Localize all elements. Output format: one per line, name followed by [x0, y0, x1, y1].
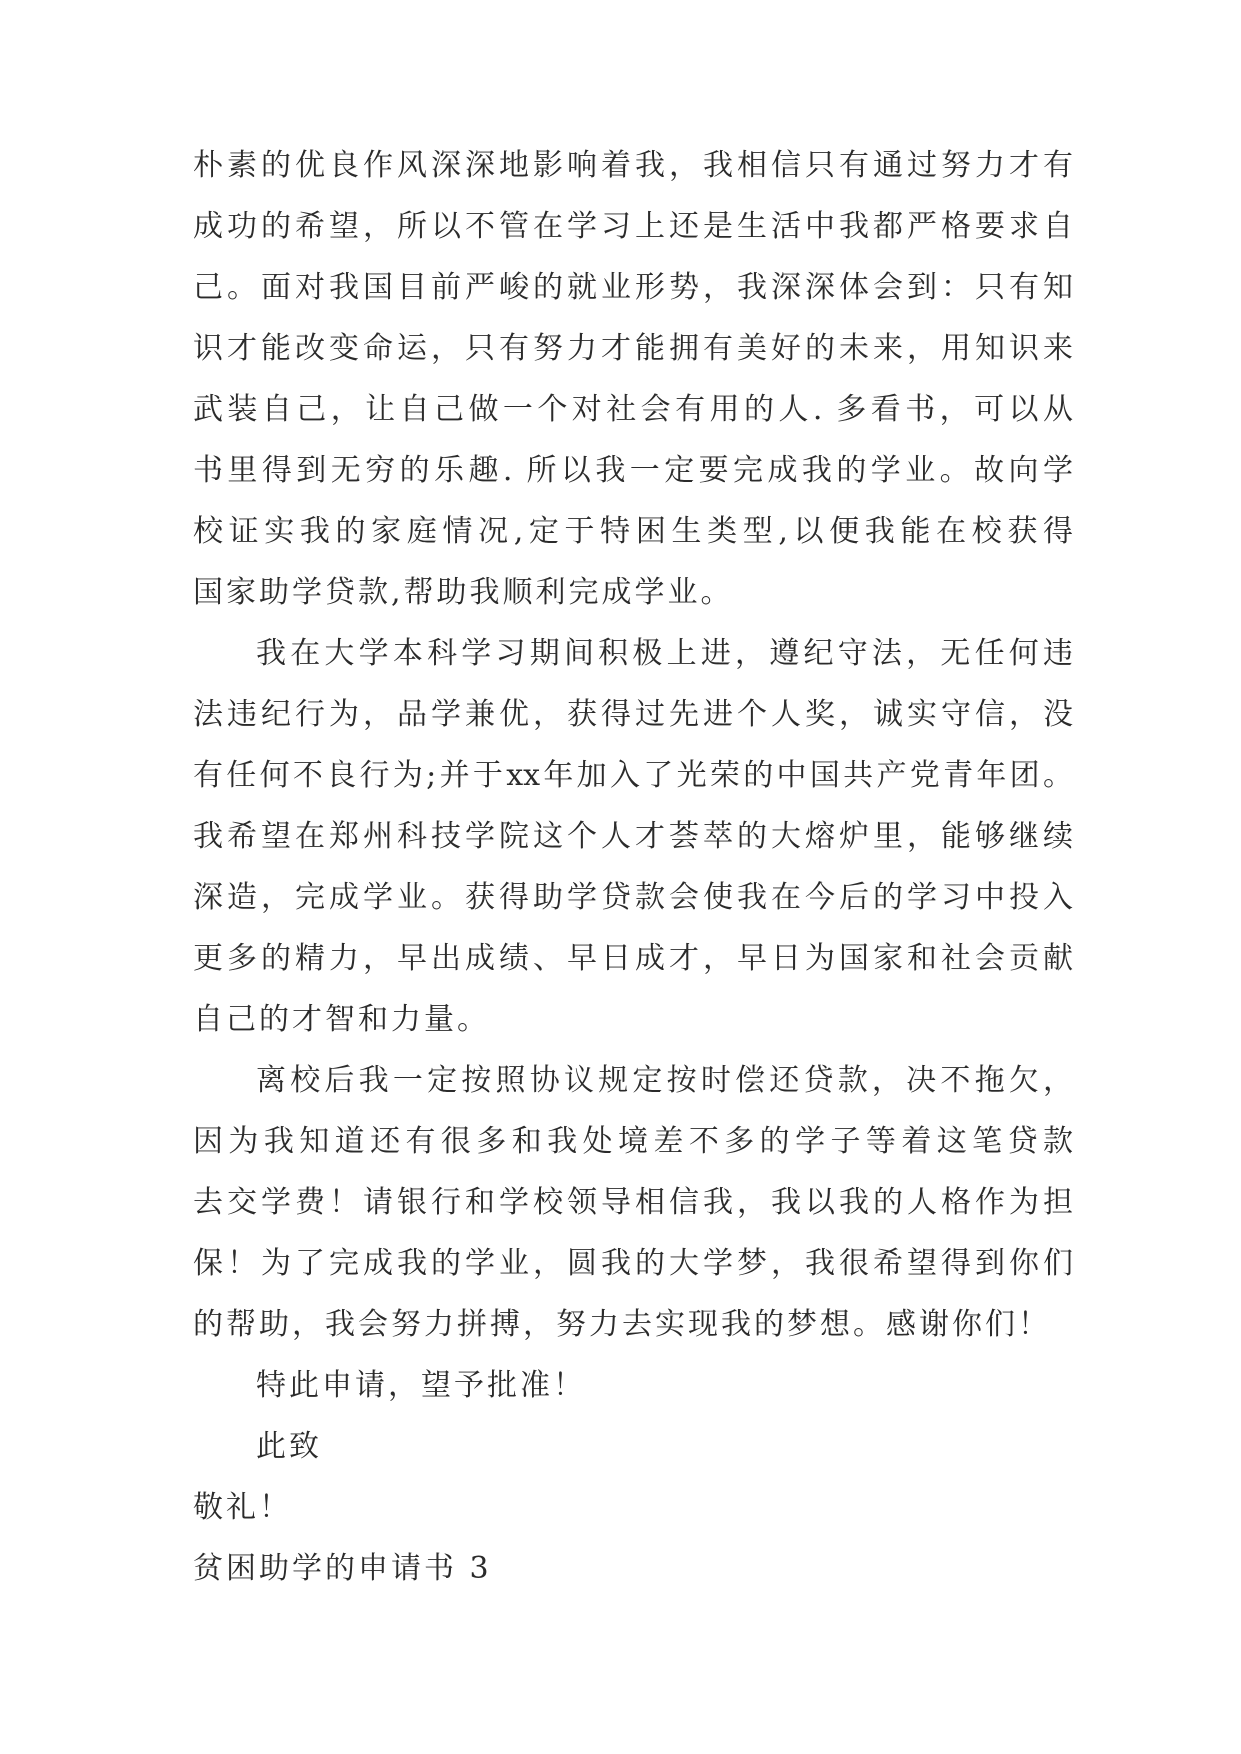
paragraph-line: 更多的精力，早出成绩、早日成才，早日为国家和社会贡献: [193, 941, 1073, 976]
paragraph-line: 成功的希望，所以不管在学习上还是生活中我都严格要求自: [193, 209, 1073, 244]
paragraph-line: 国家助学贷款,帮助我顺利完成学业。: [193, 575, 734, 610]
closing-request: 特此申请，望予批准！: [256, 1368, 586, 1403]
salutation-cizhi: 此致: [256, 1429, 322, 1464]
paragraph-line: 自己的才智和力量。: [193, 1002, 490, 1037]
paragraph-line: 武装自己，让自己做一个对社会有用的人. 多看书，可以从: [193, 392, 1073, 427]
salutation-jingli: 敬礼！: [193, 1490, 292, 1525]
paragraph-line: 校证实我的家庭情况,定于特困生类型,以便我能在校获得: [193, 514, 1073, 549]
paragraph-line: 我希望在郑州科技学院这个人才荟萃的大熔炉里，能够继续: [193, 819, 1073, 854]
paragraph-line: 离校后我一定按照协议规定按时偿还贷款，决不拖欠，: [256, 1063, 1073, 1098]
paragraph-line: 朴素的优良作风深深地影响着我，我相信只有通过努力才有: [193, 148, 1073, 183]
paragraph-line: 识才能改变命运，只有努力才能拥有美好的未来，用知识来: [193, 331, 1073, 366]
paragraph-line: 保！为了完成我的学业，圆我的大学梦，我很希望得到你们: [193, 1246, 1073, 1281]
paragraph-line: 己。面对我国目前严峻的就业形势，我深深体会到：只有知: [193, 270, 1073, 305]
paragraph-line: 有任何不良行为;并于xx年加入了光荣的中国共产党青年团。: [193, 758, 1073, 793]
paragraph-line: 的帮助，我会努力拼搏，努力去实现我的梦想。感谢你们！: [193, 1307, 1051, 1342]
paragraph-line: 我在大学本科学习期间积极上进，遵纪守法，无任何违: [256, 636, 1073, 671]
paragraph-line: 因为我知道还有很多和我处境差不多的学子等着这笔贷款: [193, 1124, 1073, 1159]
paragraph-line: 去交学费！请银行和学校领导相信我，我以我的人格作为担: [193, 1185, 1073, 1220]
next-section-title: 贫困助学的申请书 3: [193, 1551, 492, 1586]
paragraph-line: 法违纪行为，品学兼优，获得过先进个人奖，诚实守信，没: [193, 697, 1073, 732]
paragraph-line: 书里得到无穷的乐趣. 所以我一定要完成我的学业。故向学: [193, 453, 1073, 488]
paragraph-line: 深造，完成学业。获得助学贷款会使我在今后的学习中投入: [193, 880, 1073, 915]
